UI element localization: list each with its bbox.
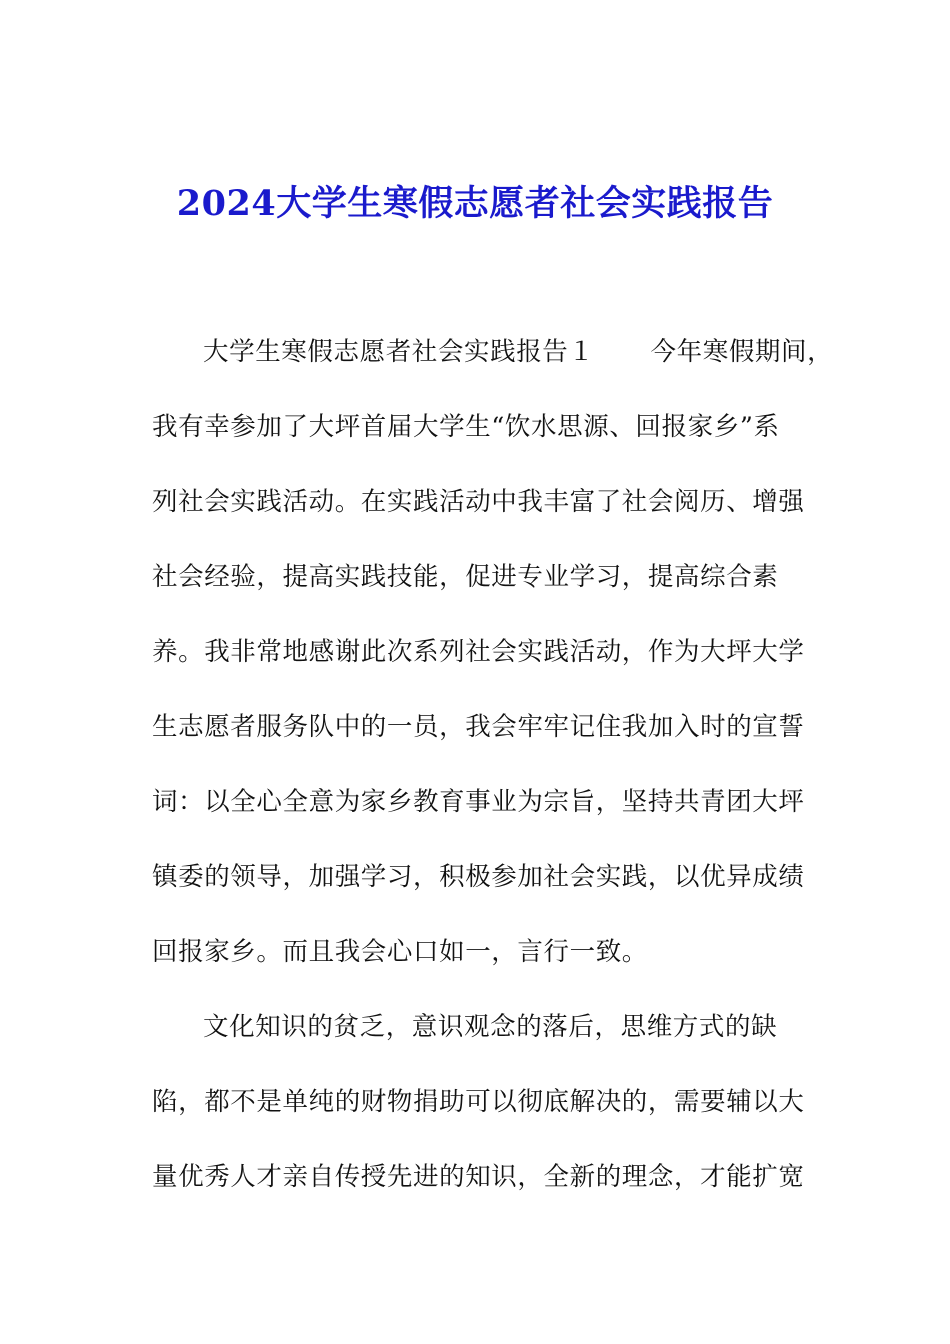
paragraph-1-opening: 今年寒假期间， (650, 337, 834, 367)
paragraph-1-line-4: 社会经验，提高实践技能，促进专业学习，提高综合素 (152, 562, 779, 592)
paragraph-1-line-6: 生志愿者服务队中的一员，我会牢牢记住我加入时的宣誓 (152, 712, 805, 742)
paragraph-2-line-2: 陷，都不是单纯的财物捐助可以彻底解决的，需要辅以大 (152, 1087, 805, 1117)
paragraph-1-line-1 (203, 334, 843, 370)
report-heading-inline: 大学生寒假志愿者社会实践报告１ (203, 337, 595, 367)
paragraph-1-line-7: 词：以全心全意为家乡教育事业为宗旨，坚持共青团大坪 (152, 787, 805, 817)
paragraph-2-line-3: 量优秀人才亲自传授先进的知识，全新的理念，才能扩宽 (152, 1162, 805, 1192)
paragraph-1-line-2: 我有幸参加了大坪首届大学生“饮水思源、回报家乡”系 (152, 412, 780, 442)
paragraph-1-line-5: 养。我非常地感谢此次系列社会实践活动，作为大坪大学 (152, 637, 805, 667)
paragraph-1-line-8: 镇委的领导，加强学习，积极参加社会实践，以优异成绩 (152, 862, 805, 892)
paragraph-1-line-3: 列社会实践活动。在实践活动中我丰富了社会阅历、增强 (152, 487, 805, 517)
paragraph-2-line-1: 文化知识的贫乏，意识观念的落后，思维方式的缺 (203, 1012, 778, 1042)
document-title: 2024大学生寒假志愿者社会实践报告 (176, 183, 774, 224)
paragraph-1-line-9: 回报家乡。而且我会心口如一，言行一致。 (152, 937, 648, 967)
